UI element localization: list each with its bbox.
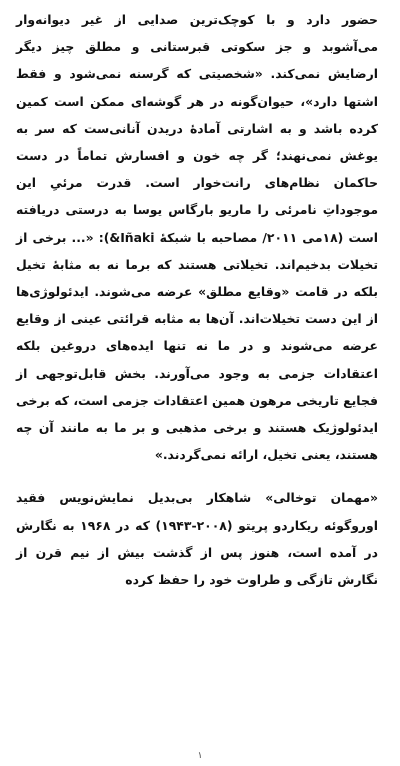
paragraph-body-2: «مهمان توخالی» شاهکار بی‌بدیل نمایش‌نویس فقید اوروگوئه ریکاردو پریتو (۲۰۰۸-۱۹۴۳) که در ۱۹۶۸ به نگارش در آمده است، هنوز پس از گذشت بیش از نیم قرن از نگارش تازگی و طراوت خود را حفظ کرده <box>16 490 378 588</box>
paragraph-body-1: حضور دارد و با کوچک‌ترین صدایی از غیر دیوانه‌وار می‌آشوبد و جز سکوتی قبرستانی و مطلق چیز دیگر ارضایش نمی‌کند. «شخصیتی که گرسنه نمی‌شود و فقط اشتها دارد»، حیوان‌گونه در هر گوشه‌ای ممکن است کمین کرده باشد و به اشارتی آمادهٔ دریدن آنانی‌ست که سر به یوغش نمی‌نهند؛ گر چه خون و افسارش تماماً در دست حاکمان نظام‌های رانت‌خوار است. قدرت مرئیِ این موجوداتِ نامرئی را ماریو بارگاس یوسا به درستی دریافته است (۱۸می ۲۰۱۱/ مصاحبه با شبکهٔ Iñaki&): «... برخی از تخیلات بدخیم‌اند. تخیلاتی هستند که برما نه به مثابهٔ تخیل بلکه در قامت «وقایع مطلق» عرضه می‌شوند. ایدئولوژی‌ها از این دست تخیلات‌اند. آن‌ها به مثابه قرائتی عینی از وقایع عرضه می‌شوند و در ما نه تنها ایده‌های دروغین بلکه اعتقادات جزمی به وجود می‌آورند. بخش قابل‌توجهی از فجایع تاریخی مرهون همین اعتقادات جزمی است، که برخی ایدئولوژیک هستند و برخی مذهبی و بر ما به مانند آن چه هستند، یعنی تخیل، ارائه نمی‌گردند.» <box>16 12 378 463</box>
page-number-mark: ۱ <box>197 751 203 761</box>
